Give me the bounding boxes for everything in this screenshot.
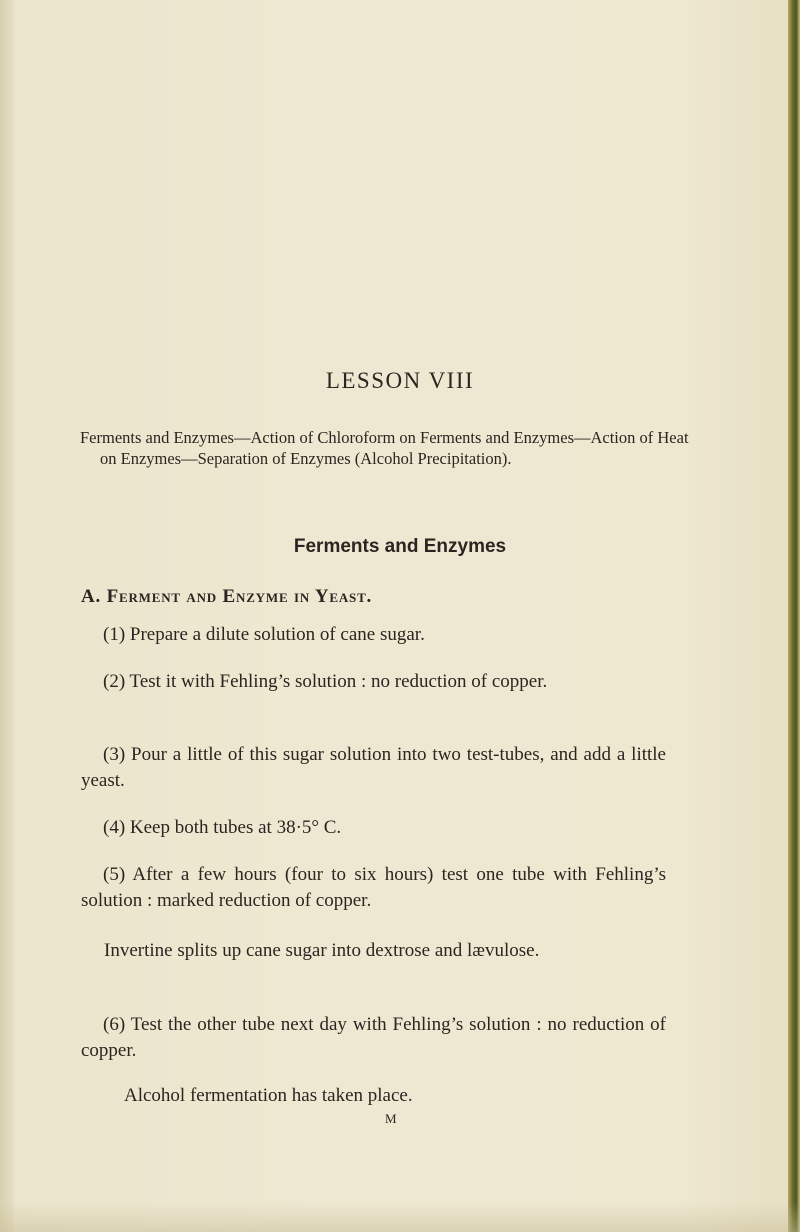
step-4: (4) Keep both tubes at 38·5° C. [103, 817, 342, 838]
lesson-summary [80, 427, 700, 469]
page-left-edge [0, 0, 14, 1232]
step-1: (1) Prepare a dilute solution of cane sugar. [103, 624, 425, 645]
lesson-summary-text: Ferments and Enzymes—Action of Chloroform on Ferments and Enzymes—Action of Heat on Enzymes—Separation of Enzymes (Alcohol Precipitation). [80, 428, 689, 468]
sub-heading: A. Ferment and Enzyme in Yeast. [81, 586, 373, 607]
step-3: (3) Pour a little of this sugar solution into two test-tubes, and add a little yeast. [81, 744, 666, 791]
step-5-note: Invertine splits up cane sugar into dextrose and lævulose. [104, 940, 540, 961]
lesson-title: LESSON VIII [325, 368, 475, 393]
closing-statement: Alcohol fermentation has taken place. [124, 1085, 413, 1106]
section-heading: Ferments and Enzymes [293, 536, 507, 557]
signature-mark: M [385, 1111, 398, 1126]
book-spine-edge [788, 0, 800, 1232]
step-5: (5) After a few hours (four to six hours) test one tube with Fehling’s solution : marked reduction of copper. [81, 864, 666, 911]
step-2: (2) Test it with Fehling’s solution : no reduction of copper. [103, 671, 548, 692]
page-bottom-shadow [0, 1202, 800, 1232]
step-6: (6) Test the other tube next day with Fehling’s solution : no reduction of copper. [81, 1014, 666, 1061]
